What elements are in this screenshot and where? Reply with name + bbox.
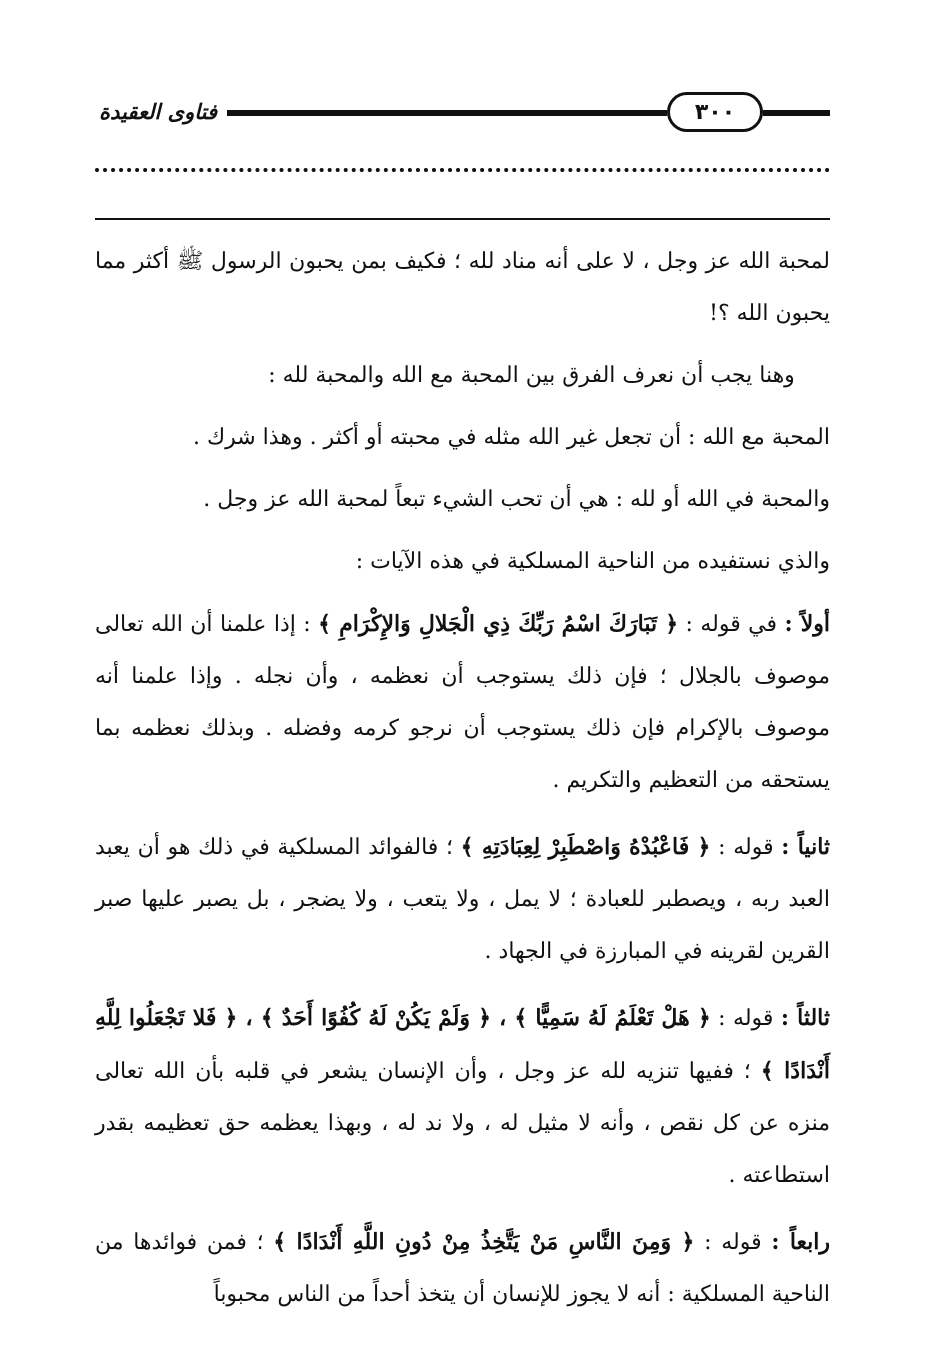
paragraph-continuation: لمحبة الله عز وجل ، لا على أنه مناد لله ؛ فكيف بمن يحبون الرسول ﷺ أكثر مما يحبون الله ؟! (95, 249, 830, 326)
paragraph-first: أولاً : في قوله : ﴿ تَبَارَكَ اسْمُ رَبِّكَ ذِي الْجَلالِ وَالإِكْرَامِ ﴾ : إذا علمنا أن الله تعالى موصوف بالجلال ؛ فإن ذلك يستوجب أن نعظمه ، وأن نجله . وإذا علمنا أنه موصوف بالإكرام فإن ذلك يستوجب أن نرجو كرمه وفضله . وبذلك نعظمه بما يستحقه من التعظيم والتكريم . (95, 611, 830, 793)
paragraph-love-for-allah: والمحبة في الله أو لله : هي أن تحب الشيء تبعاً لمحبة الله عز وجل . (203, 487, 830, 512)
header-separator (95, 218, 830, 220)
paragraph-benefits-intro: والذي نستفيده من الناحية المسلكية في هذه الآيات : (355, 549, 830, 574)
paragraph-second: ثانياً : قوله : ﴿ فَاعْبُدْهُ وَاصْطَبِرْ لِعِبَادَتِهِ ﴾ ؛ فالفوائد المسلكية في ذلك هو أن يعبد العبد ربه ، ويصطبر للعبادة ؛ لا يمل ، ولا يتعب ، ولا يضجر ، بل يصبر عليها صبر القرين لقرينه في المبارزة في الجهاد . (95, 834, 831, 964)
quran-verse: ﴿ هَلْ تَعْلَمُ لَهُ سَمِيًّا ﴾ ، ﴿ وَلَمْ يَكُنْ لَهُ كُفُوًا أَحَدٌ ﴾ ، ﴿ فَلا تَجْعَلُوا لِلَّهِ أَنْدَادًا ﴾ (95, 1005, 830, 1084)
page-body (95, 236, 830, 1331)
third-point-label: ثالثاً : (780, 1005, 831, 1031)
quran-verse: ﴿ وَمِنَ النَّاسِ مَنْ يَتَّخِذُ مِنْ دُونِ اللَّهِ أَنْدَادًا ﴾ (273, 1229, 695, 1255)
header-rule-right (763, 110, 830, 116)
paragraph-third: ثالثاً : قوله : ﴿ هَلْ تَعْلَمُ لَهُ سَمِيًّا ﴾ ، ﴿ وَلَمْ يَكُنْ لَهُ كُفُوًا أَحَدٌ ﴾ ، ﴿ فَلا تَجْعَلُوا لِلَّهِ أَنْدَادًا ﴾ ؛ ففيها تنزيه لله عز وجل ، وأن الإنسان يشعر في قلبه بأن الله تعالى منزه عن كل نقص ، وأنه لا مثيل له ، ولا ند له ، وبهذا يعظمه حق تعظيمه بقدر استطاعته . (95, 1005, 831, 1188)
book-title: فتاوى العقيدة (95, 92, 227, 132)
paragraph-fourth: رابعاً : قوله : ﴿ وَمِنَ النَّاسِ مَنْ يَتَّخِذُ مِنْ دُونِ اللَّهِ أَنْدَادًا ﴾ ؛ فمن فوائدها من الناحية المسلكية : أنه لا يجوز للإنسان أن يتخذ أحداً من الناس محبوباً (95, 1229, 830, 1307)
quran-verse: ﴿ فَاعْبُدْهُ وَاصْطَبِرْ لِعِبَادَتِهِ ﴾ (460, 834, 711, 860)
first-point-label: أولاً : (784, 611, 830, 637)
fourth-point-label: رابعاً : (771, 1229, 830, 1255)
dotted-divider (95, 168, 830, 172)
quran-verse: ﴿ تَبَارَكَ اسْمُ رَبِّكَ ذِي الْجَلالِ وَالإِكْرَامِ ﴾ (318, 611, 679, 637)
paragraph-difference: وهنا يجب أن نعرف الفرق بين المحبة مع الله والمحبة لله : (268, 363, 795, 388)
page-number: ٣٠٠ (667, 92, 763, 132)
page-header (95, 88, 830, 138)
second-point-label: ثانياً : (781, 834, 831, 860)
paragraph-love-with-allah: المحبة مع الله : أن تجعل غير الله مثله في محبته أو أكثر . وهذا شرك . (193, 425, 830, 450)
